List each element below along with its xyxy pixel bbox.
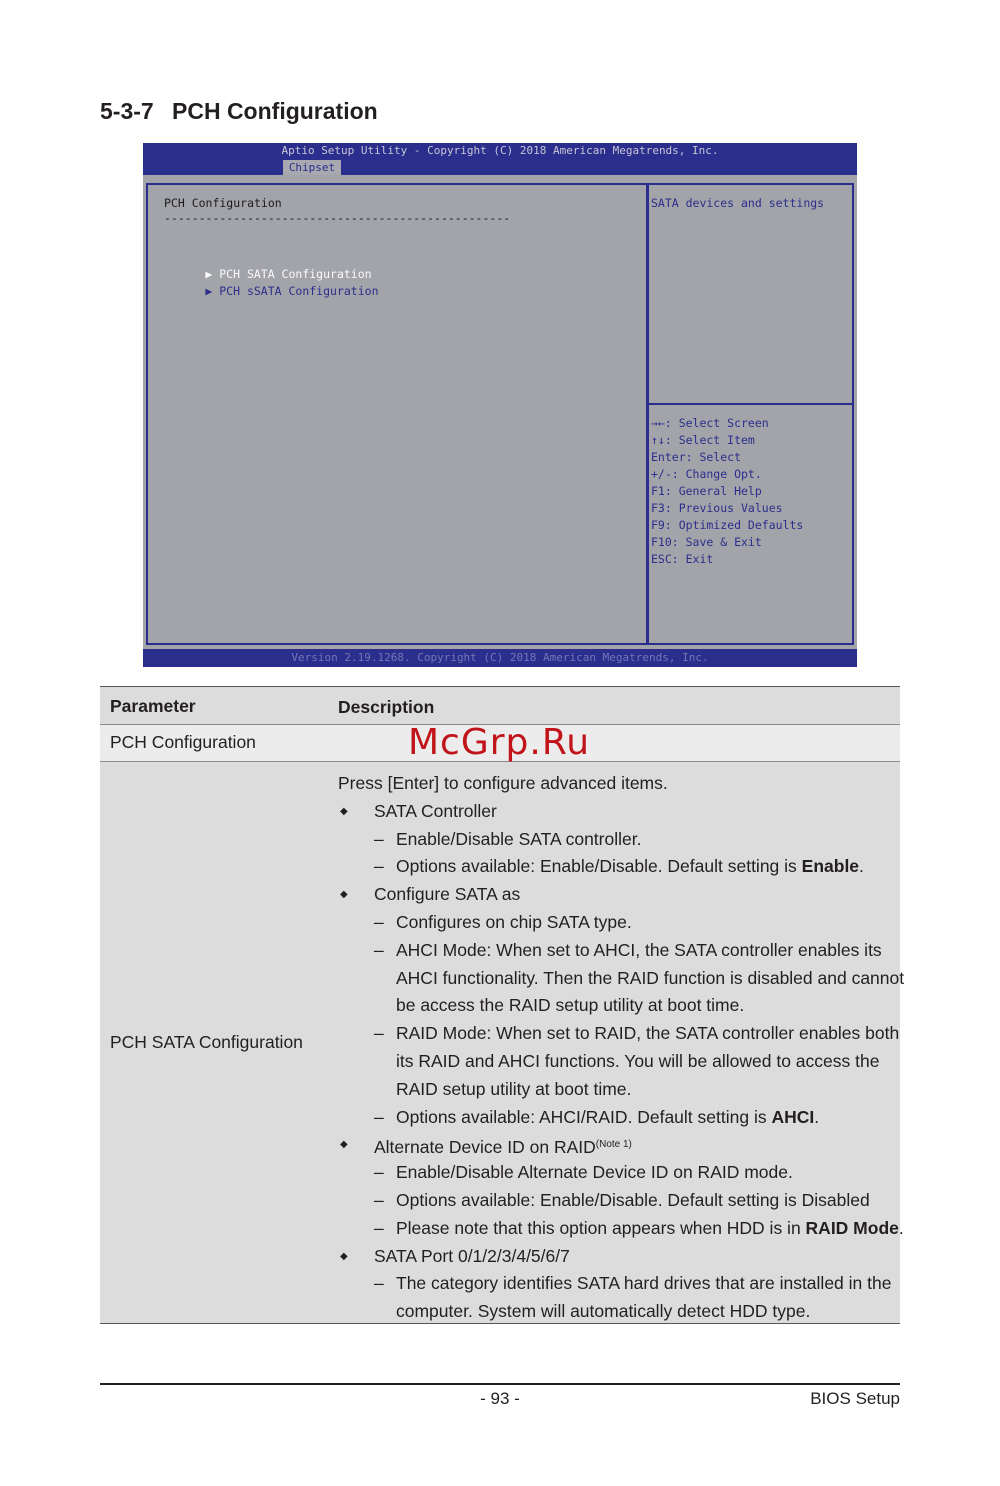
table-row xyxy=(100,761,905,1324)
key-f9: F9: Optimized Defaults xyxy=(651,518,804,532)
list-item: – RAID Mode: When set to RAID, the SATA controller enables both xyxy=(374,1023,900,1044)
help-text: SATA devices and settings xyxy=(651,196,825,210)
note-reference: (Note 1) xyxy=(595,1139,632,1151)
bullet-sata-controller: ◆ SATA Controller xyxy=(338,798,898,826)
bios-screenshot xyxy=(143,143,857,667)
bullet-configure-sata-as: ◆ Configure SATA as xyxy=(338,881,898,909)
menu-item-label: PCH sSATA Configuration xyxy=(219,284,379,298)
menu-item-label: PCH SATA Configuration xyxy=(219,267,372,281)
key-select-item: ↑↓: Select Item xyxy=(651,433,755,447)
bios-left-pane xyxy=(146,183,648,645)
arrow-right-icon: ▶ xyxy=(205,267,220,281)
table-header-row xyxy=(100,686,900,724)
key-select-screen: →←: Select Screen xyxy=(651,416,769,430)
list-item: – Options available: AHCI/RAID. Default setting is AHCI. xyxy=(374,1106,820,1127)
list-item: – Configures on chip SATA type. xyxy=(374,911,632,932)
list-item-continued: AHCI functionality. Then the RAID function is disabled and cannot xyxy=(396,967,905,988)
bios-body xyxy=(143,175,857,649)
key-f3: F3: Previous Values xyxy=(651,501,783,515)
parameter-table xyxy=(100,686,905,1324)
section-heading xyxy=(100,98,378,125)
bios-help-pane xyxy=(647,183,854,645)
bios-page-title: PCH Configuration xyxy=(164,196,282,210)
list-item-continued: RAID setup utility at boot time. xyxy=(396,1078,632,1099)
list-item: – AHCI Mode: When set to AHCI, the SATA controller enables its xyxy=(374,939,882,960)
key-legend xyxy=(651,415,803,568)
list-item-continued: be access the RAID setup utility at boot time. xyxy=(396,995,745,1016)
help-divider xyxy=(649,403,852,405)
list-item: – Enable/Disable SATA controller. xyxy=(374,828,642,849)
list-item-continued: its RAID and AHCI functions. You will be allowed to access the xyxy=(396,1050,880,1071)
page-number: - 93 - xyxy=(480,1389,520,1408)
menu-item-pch-ssata[interactable] xyxy=(150,270,379,312)
list-item: – Please note that this option appears when HDD is in RAID Mode. xyxy=(374,1217,904,1238)
key-f10: F10: Save & Exit xyxy=(651,535,762,549)
key-f1: F1: General Help xyxy=(651,484,762,498)
list-item-continued: computer. System will automatically detect HDD type. xyxy=(396,1301,811,1322)
header-description: Description xyxy=(338,697,435,717)
bullet-alternate-device-id: ◆ Alternate Device ID on $RAID^{(Note 1)}$ xyxy=(338,1131,898,1159)
list-item: – The category identifies SATA hard drives that are installed in the xyxy=(374,1273,892,1294)
bios-separator: -------------------------------------------------- xyxy=(164,211,511,225)
bios-footer: Version 2.19.1268. Copyright (C) 2018 American Megatrends, Inc. xyxy=(291,651,709,664)
section-number: 5-3-7 xyxy=(100,98,154,124)
header-parameter: Parameter xyxy=(110,696,196,716)
desc-intro: Press [Enter] to configure advanced items. xyxy=(338,773,668,793)
param-pch-configuration: PCH Configuration xyxy=(110,732,256,752)
footer-section-name: BIOS Setup xyxy=(810,1389,900,1408)
key-esc: ESC: Exit xyxy=(651,552,714,566)
list-item: – Options available: Enable/Disable. Default setting is Enable. xyxy=(374,856,864,877)
section-title: PCH Configuration xyxy=(172,98,378,124)
tab-chipset[interactable]: Chipset xyxy=(283,160,341,175)
param-pch-sata-configuration: PCH SATA Configuration xyxy=(110,1032,303,1052)
list-item: – Enable/Disable Alternate Device ID on RAID mode. xyxy=(374,1162,793,1183)
key-enter: Enter: Select xyxy=(651,450,742,464)
key-change-opt: +/-: Change Opt. xyxy=(651,467,762,481)
description-list xyxy=(338,770,905,1326)
arrow-right-icon: ▶ xyxy=(205,284,220,298)
bios-title: Aptio Setup Utility - Copyright (C) 2018 American Megatrends, Inc. xyxy=(281,144,719,157)
bullet-sata-port: ◆ SATA Port 0/1/2/3/4/5/6/7 xyxy=(338,1243,898,1271)
footer-rule xyxy=(100,1383,900,1385)
watermark: McGrp.Ru xyxy=(408,722,591,763)
list-item: – Options available: Enable/Disable. Default setting is Disabled xyxy=(374,1189,870,1210)
